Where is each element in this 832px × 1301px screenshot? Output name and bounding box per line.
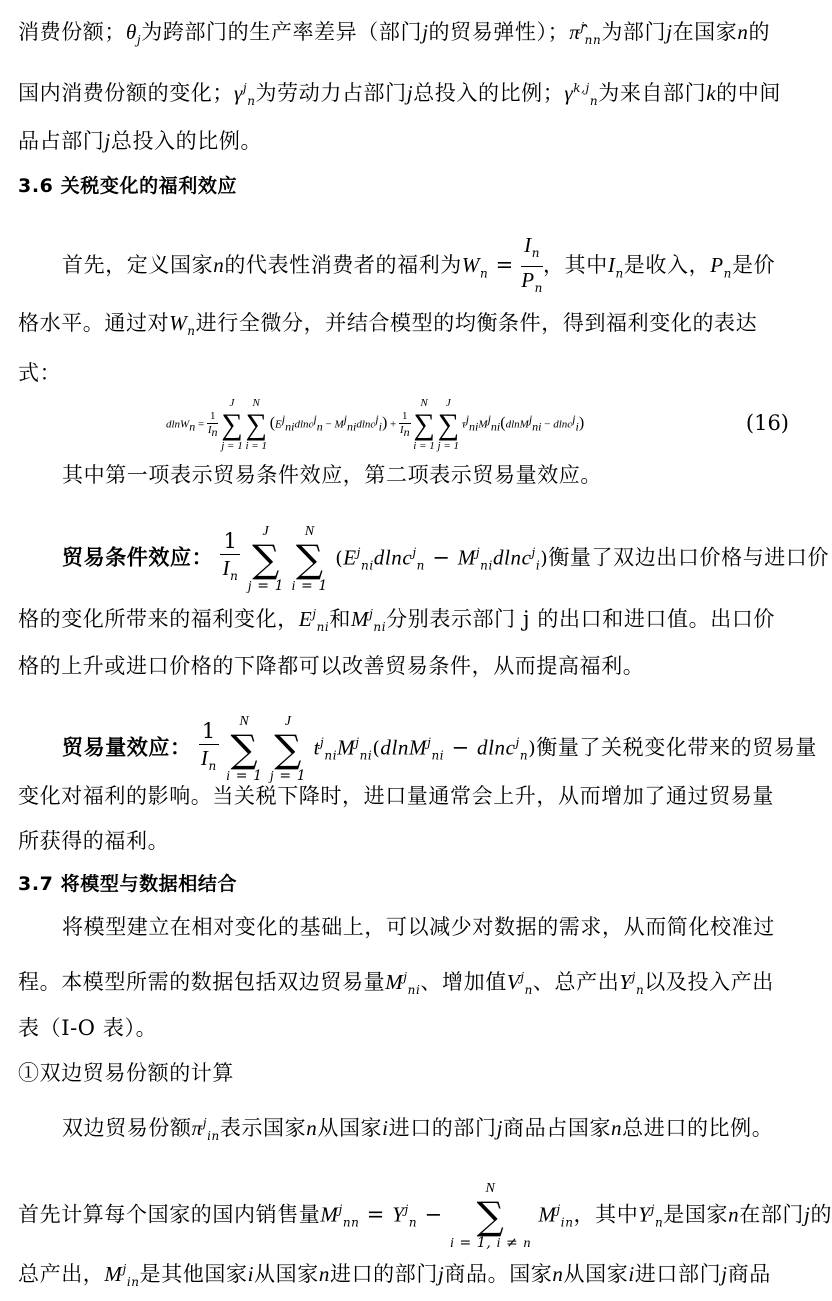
- text-line: 式：: [18, 361, 62, 385]
- text-line: 首先计算每个国家的国内销售量$M^j_{nn} = Y^j_n - N$ ∑ i = 1, i ≠ n $M^j_{in}$，其中$Y^j_n$是国家n在部门j的: [18, 1181, 832, 1251]
- text-line: 所获得的福利。: [18, 829, 170, 853]
- text-line: 首先，定义国家n的代表性消费者的福利为$W_n$ = $\frac{I_n}{P_n}$ ，其中$I_n$是收入，$P_n$是价: [62, 232, 789, 301]
- text-line: 总产出，$M^j_{in}$是其他国家i从国家n进口的部门j商品。国家n从国家i进口部门j商品: [18, 1262, 771, 1290]
- text-line: 程。本模型所需的数据包括双边贸易量$M^j_{ni}$、增加值$V^j_n$、总产出$Y^j_n$以及投入产出: [18, 970, 774, 998]
- text-line: 将模型建立在相对变化的基础上，可以减少对数据的需求，从而简化校准过: [62, 915, 775, 939]
- text-line: 贸易条件效应： $\frac{1}{I_n}$ J ∑ j = 1 N ∑ i = 1 $(E^j_{ni}dlnc^j_n - M^j_{ni}dlnc^j_i)$衡量了双边出口价格与进口价: [62, 524, 830, 594]
- text-line: 变化对福利的影响。当关税下降时，进口量通常会上升，从而增加了通过贸易量: [18, 784, 774, 808]
- text-line: 国内消费份额的变化；$\gamma^j_n$为劳动力占部门j总投入的比例；$\gamma^{k,j}_n$为来自部门k的中间: [18, 81, 781, 109]
- text-line: 贸易量效应： $\frac{1}{I_n}$ N ∑ i = 1 J ∑ j = 1 $t^j_{ni}M^j_{ni}(dlnM^j_{ni} - dlnc^j_n)$衡量了关税变化带来的贸易量: [62, 714, 818, 784]
- text-line: 格水平。通过对$W_n$进行全微分，并结合模型的均衡条件，得到福利变化的表达: [18, 311, 758, 339]
- text-line: 表（I-O 表）。: [18, 1016, 158, 1040]
- text-line: 双边贸易份额$\pi^j_{in}$表示国家n从国家i进口的部门j商品占国家n总进口的比例。: [62, 1116, 774, 1144]
- tot-label: 贸易条件效应：: [62, 544, 214, 570]
- text-line: 品占部门j总投入的比例。: [18, 129, 263, 153]
- text-line: 格的上升或进口价格的下降都可以改善贸易条件，从而提高福利。: [18, 654, 645, 678]
- section-heading: 3.6 关税变化的福利效应: [18, 175, 238, 197]
- section-heading: 3.7 将模型与数据相结合: [18, 873, 238, 895]
- welfare-fraction: $\frac{I_n}{P_n}$: [521, 233, 543, 296]
- text-line: 其中第一项表示贸易条件效应，第二项表示贸易量效应。: [62, 463, 602, 487]
- equation-number: (16): [745, 411, 789, 435]
- text-line: 格的变化所带来的福利变化，$E^j_{ni}$和$M^j_{ni}$分别表示部门 j 的出口和进口值。出口价: [18, 607, 776, 635]
- vol-label: 贸易量效应：: [62, 734, 192, 760]
- text-line: 消费份额；$\theta_j$为跨部门的生产率差异（部门j的贸易弹性）；π̂$^j_{nn}$为部门j在国家n的: [18, 20, 771, 48]
- equation-16: dlnW$_n$ = $\frac{1}{I_n}$ J ∑ j = 1 N ∑ i = 1 $(E^j_{ni}dlnc^j_n - M^j_{ni}dlnc^j_i)$ + $\frac{1}{I_n}$ N ∑ i = 1 J ∑ j = 1 $\tau^j_{ni}M^j_{ni}(dlnM^j_{ni} - dlnc^j_i)$: [166, 397, 585, 452]
- subsection-heading: ①双边贸易份额的计算: [18, 1061, 234, 1085]
